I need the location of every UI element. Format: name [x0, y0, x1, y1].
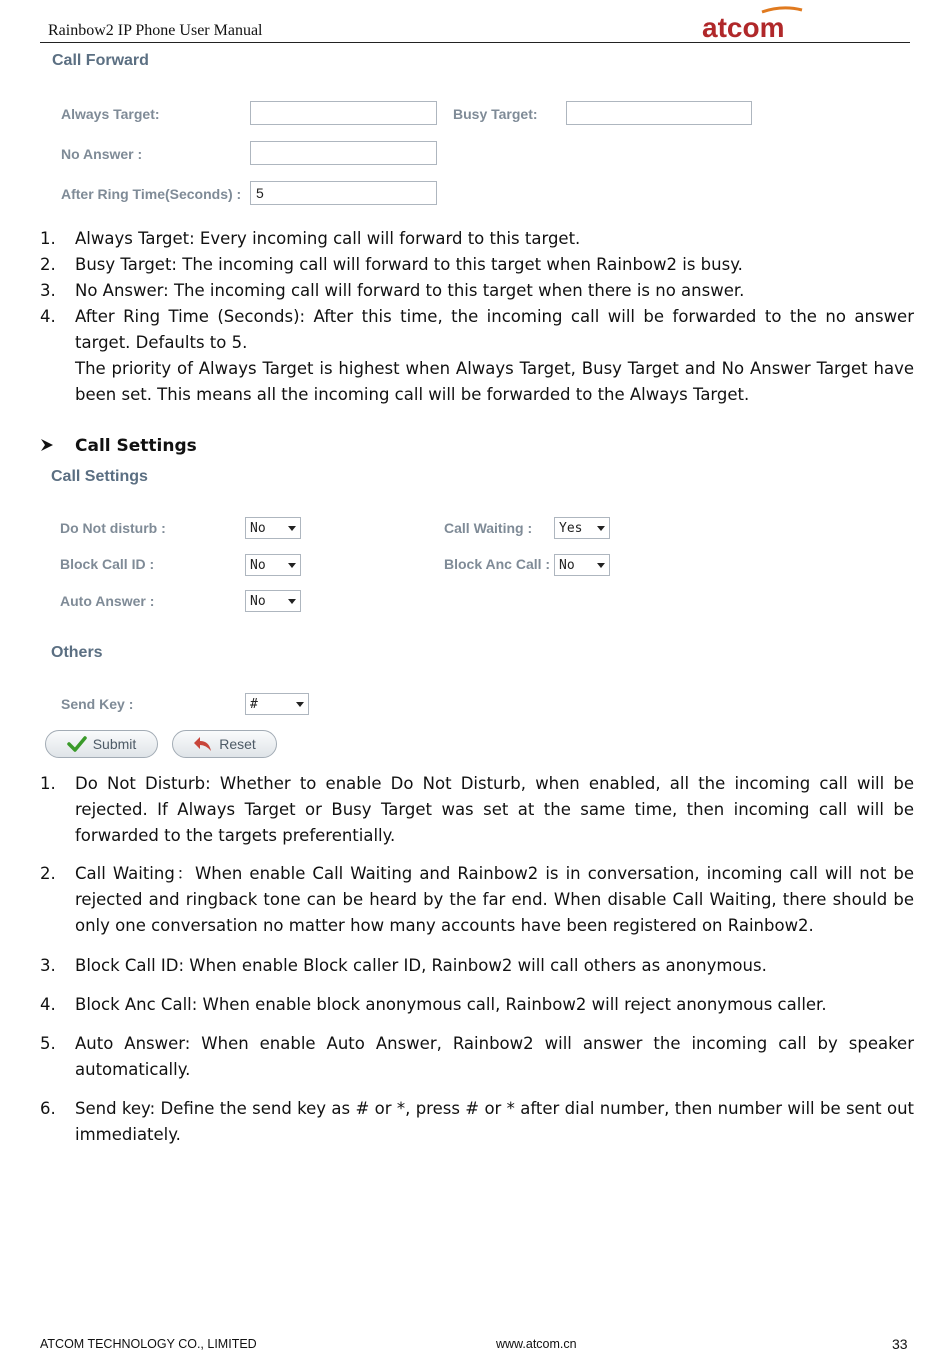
- call-forward-title: Call Forward: [52, 52, 149, 69]
- always-target-input[interactable]: [250, 101, 437, 125]
- others-title: Others: [51, 644, 103, 661]
- call-forward-panel: [40, 46, 760, 214]
- block-anc-select[interactable]: No: [554, 554, 610, 576]
- list-item: 4. Block Anc Call: When enable block anonymous call, Rainbow2 will reject anonymous caller.: [40, 995, 827, 1014]
- always-target-label: Always Target:: [61, 106, 160, 122]
- list-item: 5. Auto Answer: When enable Auto Answer, Rainbow2 will answer the incoming call by speaker automatically.: [40, 1034, 914, 1079]
- busy-target-input[interactable]: [566, 101, 752, 125]
- call-settings-heading: [40, 433, 197, 459]
- dropdown-caret-icon: [288, 563, 296, 568]
- list-item: 4. After Ring Time (Seconds): After this time, the incoming call will be forwarded to the no answer target. Defaults to 5.: [40, 307, 914, 352]
- dropdown-caret-icon: [288, 526, 296, 531]
- call-settings-heading-text: Call Settings: [75, 436, 197, 456]
- call-waiting-label: Call Waiting :: [444, 520, 533, 536]
- no-answer-label: No Answer :: [61, 146, 143, 162]
- header-rule: [40, 42, 910, 43]
- manual-title: Rainbow2 IP Phone User Manual: [48, 22, 263, 39]
- page-number: 33: [892, 1336, 908, 1352]
- list-item: 6. Send key: Define the send key as # or *, press # or * after dial number, then number will be sent out immediately.: [40, 1099, 914, 1144]
- list-item: 1. Always Target: Every incoming call will forward to this target.: [40, 229, 581, 248]
- submit-label: Submit: [92, 736, 137, 752]
- dropdown-caret-icon: [288, 599, 296, 604]
- logo-text: atcom: [702, 12, 785, 42]
- dropdown-caret-icon: [296, 702, 304, 707]
- dnd-label: Do Not disturb :: [60, 520, 166, 536]
- block-call-id-select[interactable]: No: [245, 554, 301, 576]
- busy-target-label: Busy Target:: [453, 106, 538, 122]
- atcom-logo: [702, 6, 812, 42]
- ring-time-input[interactable]: 5: [250, 181, 437, 205]
- footer-company: ATCOM TECHNOLOGY CO., LIMITED: [40, 1337, 257, 1351]
- reset-arrow-icon: [193, 735, 213, 753]
- call-waiting-select[interactable]: Yes: [554, 517, 610, 539]
- list-item: 1. Do Not Disturb: Whether to enable Do Not Disturb, when enabled, all the incoming call will be rejected. If Always Target or Busy Target was set at the same time, then incoming call will be forwarded to the targets preferentially.: [40, 774, 914, 845]
- dropdown-caret-icon: [597, 526, 605, 531]
- dropdown-caret-icon: [597, 563, 605, 568]
- check-icon: [67, 736, 87, 752]
- call-settings-panel: [40, 462, 760, 766]
- priority-note: The priority of Always Target is highest when Always Target, Busy Target and No Answer Target have been set. This means all the incoming call will be forwarded to the Always Target.: [75, 359, 914, 404]
- bullet-arrow-icon: [40, 433, 75, 459]
- send-key-select[interactable]: #: [245, 693, 309, 715]
- submit-button[interactable]: [45, 730, 158, 758]
- ring-time-label: After Ring Time(Seconds) :: [61, 186, 242, 202]
- no-answer-input[interactable]: [250, 141, 437, 165]
- list-item: 2. Call Waiting：When enable Call Waiting and Rainbow2 is in conversation, incoming call will not be rejected and ringback tone can be heard by the far end. When disable Call Waiting, there should be only one conversation no matter how many accounts have been registered on Rainbow2.: [40, 864, 914, 935]
- reset-button[interactable]: [172, 730, 277, 758]
- footer-website[interactable]: www.atcom.cn: [496, 1337, 577, 1351]
- dnd-select[interactable]: No: [245, 517, 301, 539]
- block-anc-label: Block Anc Call :: [444, 556, 551, 572]
- block-call-id-label: Block Call ID :: [60, 556, 155, 572]
- list-item: 2. Busy Target: The incoming call will forward to this target when Rainbow2 is busy.: [40, 255, 743, 274]
- auto-answer-label: Auto Answer :: [60, 593, 155, 609]
- list-item: 3. No Answer: The incoming call will forward to this target when there is no answer.: [40, 281, 745, 300]
- send-key-label: Send Key :: [61, 696, 134, 712]
- auto-answer-select[interactable]: No: [245, 590, 301, 612]
- list-item: 3. Block Call ID: When enable Block caller ID, Rainbow2 will call others as anonymous.: [40, 956, 767, 975]
- call-settings-title: Call Settings: [51, 468, 148, 485]
- reset-label: Reset: [219, 736, 256, 752]
